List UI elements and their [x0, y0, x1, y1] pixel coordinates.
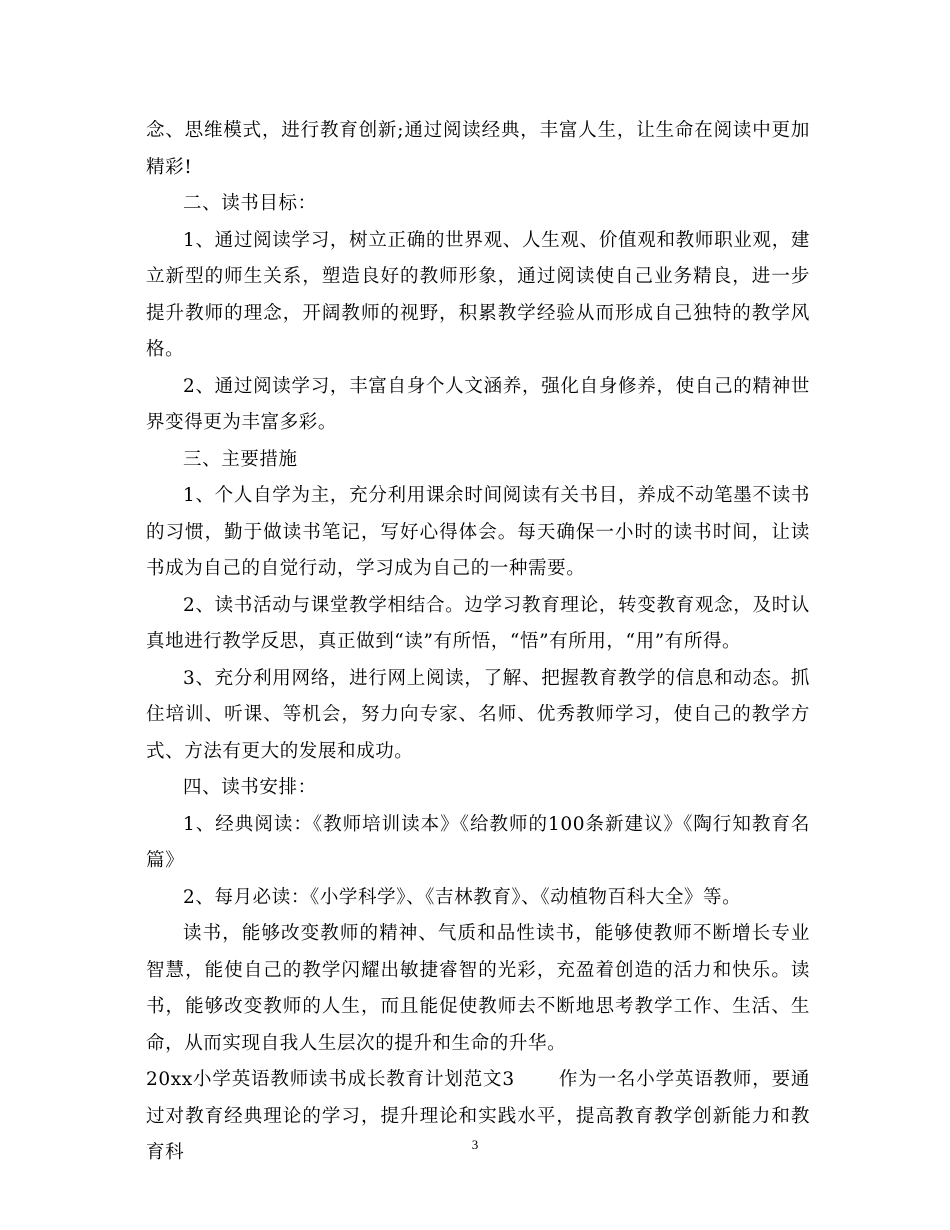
paragraph-next-section [146, 1062, 810, 1172]
section-heading-reading-goals: 二、读书目标： [183, 193, 317, 214]
paragraph-goal-2: 2、通过阅读学习，丰富自身个人文涵养，强化自身修养，使自己的精神世界变得更为丰富多彩。 [146, 375, 810, 433]
section-heading-main-measures: 三、主要措施 [183, 448, 298, 470]
page-number: 3 [471, 1137, 479, 1152]
document-body [146, 113, 810, 1172]
paragraph-goal-1: 1、通过阅读学习，树立正确的世界观、人生观、价值观和教师职业观，建立新型的师生关系，塑造良好的教师形象，通过阅读使自己业务精良，进一步提升教师的理念，开阔教师的视野，积累教学经验从而形成自己独特的教学风格。 [146, 229, 810, 360]
paragraph-measure-2: 2、读书活动与课堂教学相结合。边学习教育理论，转变教育观念，及时认真地进行教学反思，真正做到“读”有所悟，“悟”有所用，“用”有所得。 [146, 594, 810, 652]
paragraph-plan-2: 2、每月必读：《小学科学》、《吉林教育》、《动植物百科大全》等。 [183, 886, 742, 908]
paragraph-plan-1: 1、经典阅读：《教师培训读本》《给教师的100条新建议》《陶行知教育名篇》 [146, 813, 810, 871]
paragraph-measure-3: 3、充分利用网络，进行网上阅读，了解、把握教育教学的信息和动态。抓住培训、听课、等机会，努力向专家、名师、优秀教师学习，使自己的教学方式、方法有更大的发展和成功。 [146, 667, 810, 762]
next-section-text: 作为一名小学英语教师，要通过对教育经典理论的学习，提升理论和实践水平，提高教育教学创新能力和教育科 [146, 1069, 810, 1163]
paragraph-conclusion: 读书，能够改变教师的精神、气质和品性读书，能够使教师不断增长专业智慧，能使自己的教学闪耀出敏捷睿智的光彩，充盈着创造的活力和快乐。读书，能够改变教师的人生，而且能促使教师去不断地思考教学工作、生活、生命，从而实现自我人生层次的提升和生命的升华。 [146, 923, 810, 1054]
paragraph-measure-1: 1、个人自学为主，充分利用课余时间阅读有关书目，养成不动笔墨不读书的习惯，勤于做读书笔记，写好心得体会。每天确保一小时的读书时间，让读书成为自己的自觉行动，学习成为自己的一种需要。 [146, 485, 810, 579]
section-heading-reading-schedule: 四、读书安排： [183, 777, 317, 798]
next-section-title: 20xx小学英语教师读书成长教育计划范文3 [146, 1069, 515, 1090]
paragraph-intro-continued: 念、思维模式，进行教育创新;通过阅读经典，丰富人生，让生命在阅读中更加精彩! [146, 120, 810, 178]
